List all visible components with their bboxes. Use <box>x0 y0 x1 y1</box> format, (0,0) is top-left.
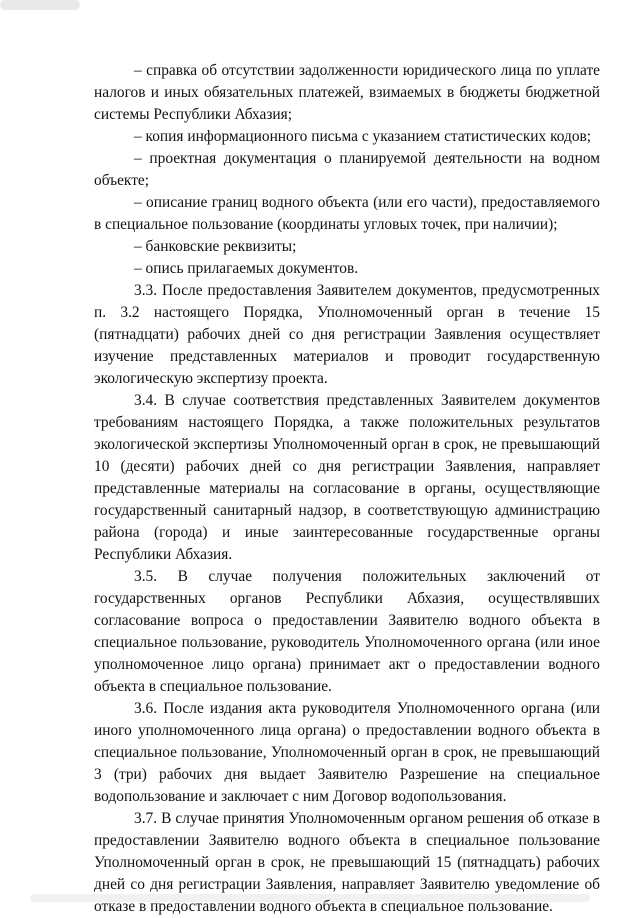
list-item-inventory: – опись прилагаемых документов. <box>134 260 359 277</box>
list-item-boundary-description: – описание границ водного объекта (или его части), предоставляемого в специальное пользование (координаты угловых точек, при наличии); <box>94 194 600 233</box>
scan-artifact-top <box>0 0 80 10</box>
list-item-project-documentation: – проектная документация о планируемой деятельности на водном объекте; <box>94 150 600 189</box>
document-page <box>94 60 600 918</box>
list-item-statistical-codes: – копия информационного письма с указанием статистических кодов; <box>134 128 592 145</box>
clause-3-7: 3.7. В случае принятия Уполномоченным органом решения об отказе в предоставлении Заявителю водного объекта в специальное пользование Уполномоченный орган в срок, не превышающий 15 (пятнадцать) рабочих дней со дня регистрации Заявления, направляет Заявителю уведомление об отказе в предоставлении водного объекта в специальное пользование. <box>94 810 600 915</box>
clause-3-5: 3.5. В случае получения положительных заключений от государственных органов Республики Абхазия, осуществлявших согласование вопроса о предоставлении Заявителю водного объекта в специальное пользование, руководитель Уполномоченного органа (или иное уполномоченное лицо органа) принимает акт о предоставлении водного объекта в специальное пользование. <box>94 568 600 695</box>
clause-3-6: 3.6. После издания акта руководителя Уполномоченного органа (или иного уполномоченного лица органа) о предоставлении водного объекта в специальное пользование, Уполномоченный орган в срок, не превышающий 3 (три) рабочих дня выдает Заявителю Разрешение на специальное водопользование и заключает с ним Договор водопользования. <box>94 700 600 805</box>
clause-3-3: 3.3. После предоставления Заявителем документов, предусмотренных п. 3.2 настоящего Порядка, Уполномоченный орган в течение 15 (пятнадцати) рабочих дней со дня регистрации Заявления осуществляет изучение представленных материалов и проводит государственную экологическую экспертизу проекта. <box>94 282 600 387</box>
clause-3-4: 3.4. В случае соответствия представленных Заявителем документов требованиям настоящего Порядка, а также положительных результатов экологической экспертизы Уполномоченный орган в срок, не превышающий 10 (десяти) рабочих дней со дня регистрации Заявления, направляет представленные материалы на согласование в органы, осуществляющие государственный санитарный надзор, в соответствующую администрацию района (города) и иные заинтересованные государственные органы Республики Абхазия. <box>94 392 600 563</box>
list-item-debt-certificate: – справка об отсутствии задолженности юридического лица по уплате налогов и иных обязательных платежей, взимаемых в бюджеты бюджетной системы Республики Абхазия; <box>94 62 600 123</box>
list-item-bank-details: – банковские реквизиты; <box>134 238 297 255</box>
